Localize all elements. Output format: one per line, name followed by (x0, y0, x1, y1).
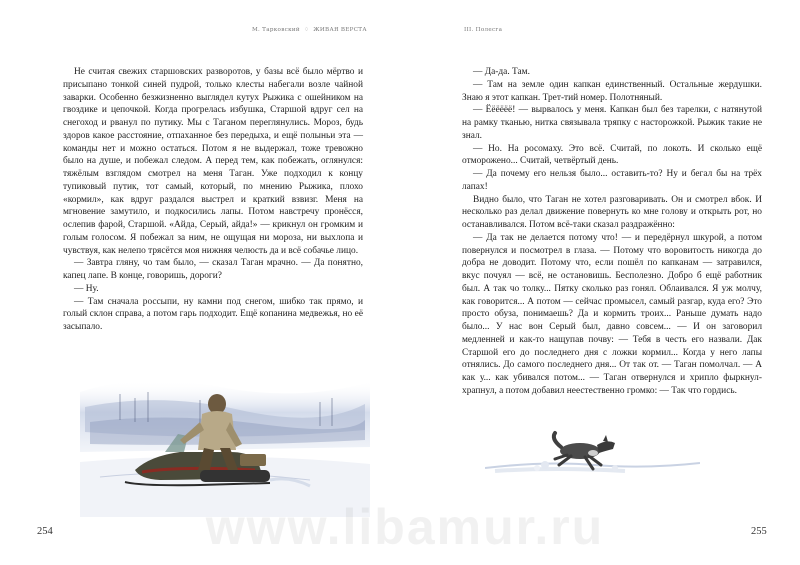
paragraph: — Но. На росомаху. Это всё. Считай, по локоть. И сколько ещё отморожено... Считай, четвёртый день. (462, 143, 762, 167)
left-text-block (63, 66, 363, 334)
author-name: М. Тарковский (252, 27, 300, 33)
snowmobile-rider-illustration (80, 352, 370, 517)
separator-icon: ♢ (303, 27, 310, 33)
paragraph: — Да-да. Там. (473, 67, 530, 77)
paragraph: — Там сначала россыпи, ну камни под снегом, шибко так прямо, и голый склон справа, а потом гарь подходит. Ещё копанина медвежья, но её засыпало. (63, 296, 363, 332)
paragraph: — Да так не делается потому что! — и передёрнул шкурой, а потом повернулся и посмотрел в глаза. — Потому что воровитость никогда до добра не доводит. Потому что, если пошёл по капканам — затравился, вкус почуял — всё, не остановишь. Бесполезно. Добро б ещё работник был. А так чо толку... Пятку сколько раз гонял. Облаивался. Я уж молчу, как говорится... А потом — сейчас промысел, самый разгар, куда его? Это просто обуза, понимаешь? Да и кормить троих... Раньше думать надо было... У нас вон Серый был, давно совсем... — И он заговорил медленней и как-то нащупав почву: — Тебя в честь его назвали. Дак Старшой его до последнего дня с ложки кормил... Когда у него лапы отнялись. До самого последнего дня... От так от. — Таган помолчал. — А как у... как убивался потом... — Таган отвернулся и хрипло фыркнул-храпнул, а потом добавил неестественно громко: — Так что гордись. (462, 232, 762, 396)
paragraph: — Завтра гляну, чо там было, — сказал Таган мрачно. — Да понятно, капец лапе. В конце, говоришь, дороги? (63, 258, 363, 281)
paragraph: Не считая свежих старшовских разворотов, у базы всё было мёртво и присыпано тонкой синей пудрой, только клесты набегали возле чайной заварки. Особенно безжизненно выглядел кутух Рыжика с ошейником на гвоздике и цепочкой. Когда прогрелась избушка, Старшой вдруг сел на снегоход и рванул по путику. Мы с Таганом переглянулись. Мороз, будь здоров какое расстояние, отпаханное без передыха, и ещё полыньи эта — команды нет и можно остаться. Потом я не выдержал, тоже тревожно было на душе, и побежал следом. А перед тем, как побежать, оглянулся: тяжёлым взглядом смотрел на меня Таган. Уже подходил к концу тупиковый путик, тот самый, который, по мнению Рыжика, плохо «кормил», как вдруг раздался выстрел и краткий взвизг. Меня на мгновение замутило, и подкосились лапы. Потом навстречу пронёсся, ослепив фарой, Старшой. «Айда, Серый, айда!» — крикнул он громким и голым голосом. Я побежал за ним, не ощущая ни мороза, ни выхлопа и чувствуя, как нелепо трясётся моя нижняя челюсть да и всё собачье лицо. (63, 67, 363, 256)
paragraph: — Да почему его нельзя было... оставить-то? Ну и бегал бы на трёх лапах! (462, 169, 762, 192)
watermark-text: www.libamur.ru (205, 499, 605, 555)
paragraph: Видно было, что Таган не хотел разговаривать. Он и смотрел вбок. И несколько раз делал движение повернуть ко мне голову и открыть рот, но останавливался. Потом всё-таки сказал раздражённо: (462, 194, 762, 230)
running-dog-illustration (485, 413, 700, 488)
page-number-right: 255 (751, 526, 767, 537)
running-head-left (252, 27, 367, 33)
paragraph: — Там на земле один капкан единственный. Остальные жердушки. Знаю я этот капкан. Трет-тий номер. Полотняный. (462, 79, 762, 103)
paragraph: — Ёёёёёё! — вырвалось у меня. Капкан был без тарелки, с натянутой на рамку тканью, нитка связывала тряпку с насторожкой. Рыжик такие не знал. (462, 105, 762, 141)
paragraph: — Ну. (74, 283, 99, 294)
page-number-left: 254 (37, 526, 53, 537)
running-head-right: III. Полесга (464, 27, 503, 33)
book-title: ЖИВАЯ ВЕРСТА (313, 27, 367, 33)
right-text-block (462, 66, 762, 398)
